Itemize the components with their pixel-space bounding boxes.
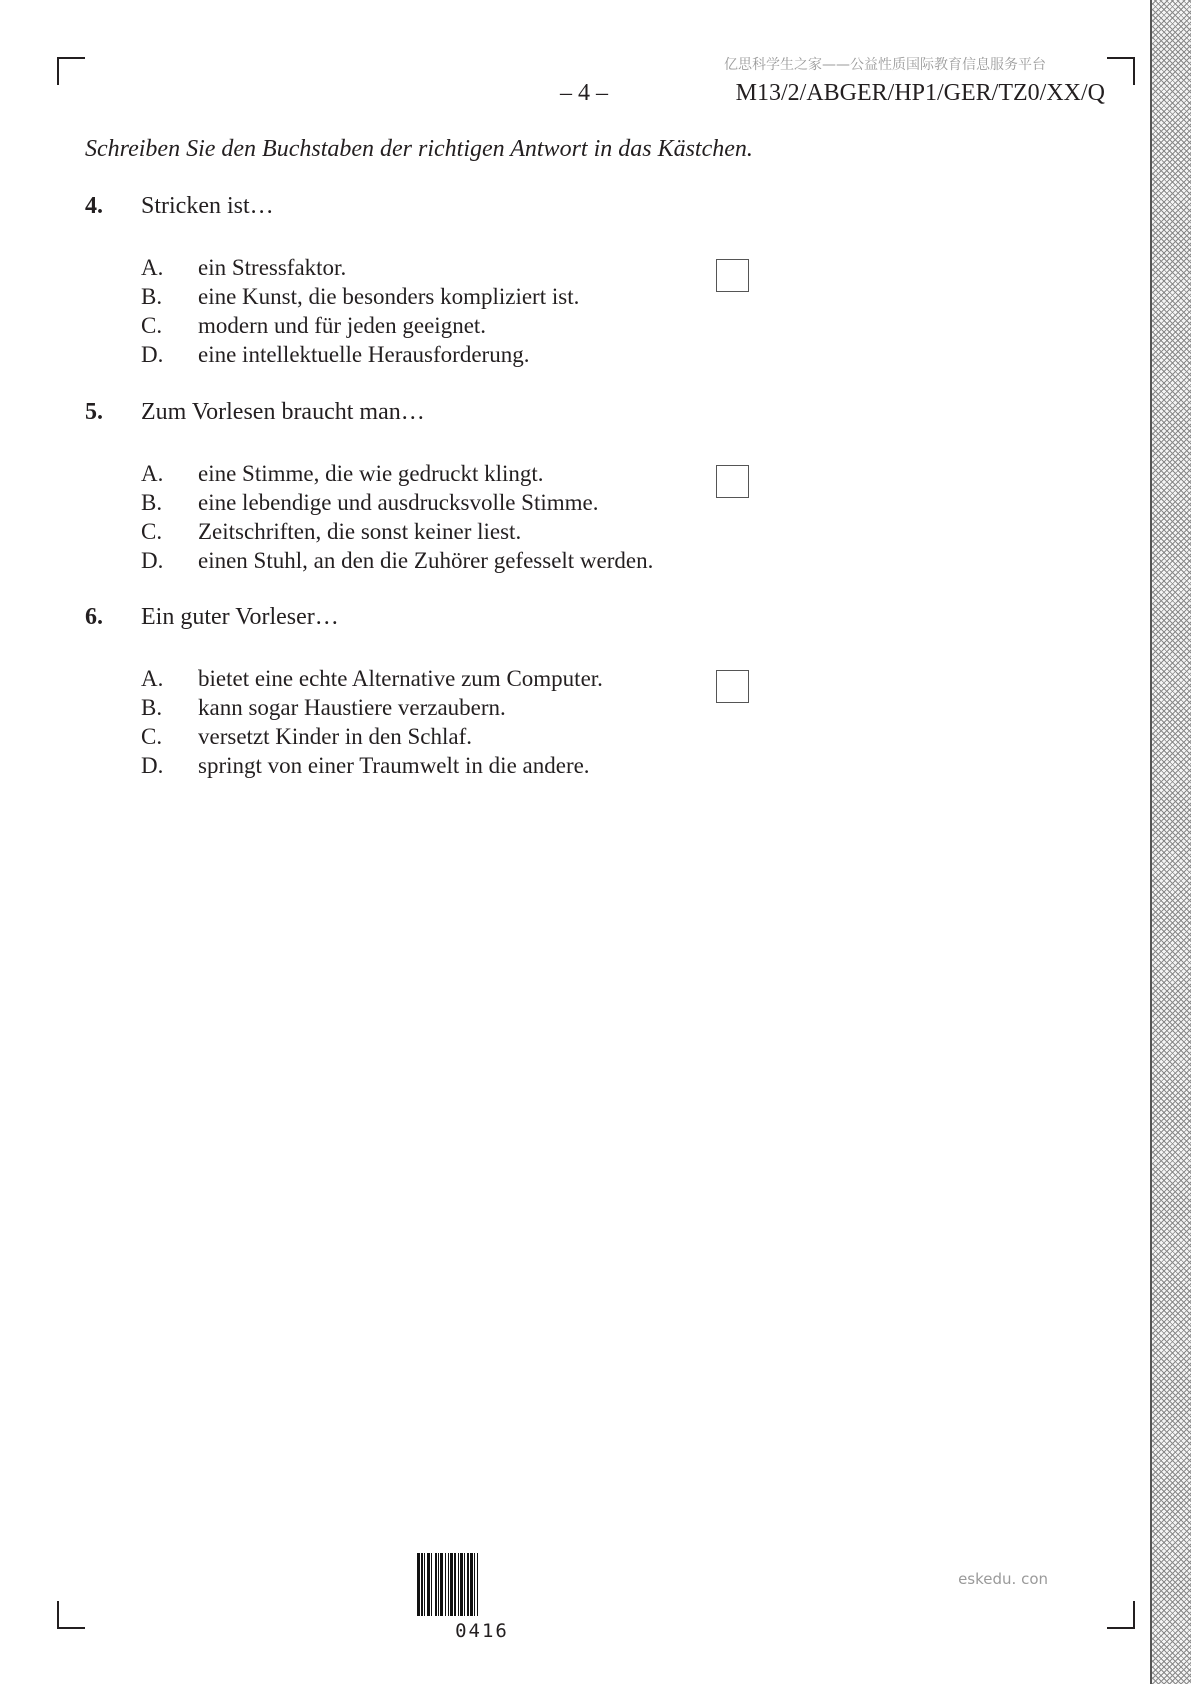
option-text: eine Kunst, die besonders kompliziert ist. bbox=[198, 284, 580, 309]
barcode bbox=[417, 1553, 547, 1642]
option-a bbox=[141, 253, 781, 282]
option-d bbox=[141, 751, 781, 780]
option-text: modern und für jeden geeignet. bbox=[198, 313, 487, 338]
option-a bbox=[141, 664, 781, 693]
footer-watermark: eskedu. con bbox=[958, 1570, 1048, 1588]
option-text: eine Stimme, die wie gedruckt klingt. bbox=[198, 461, 544, 486]
option-a bbox=[141, 459, 781, 488]
question-4 bbox=[85, 193, 785, 367]
barcode-bar bbox=[417, 1553, 420, 1616]
option-letter: D. bbox=[141, 753, 164, 778]
option-letter: A. bbox=[141, 255, 164, 280]
option-letter: C. bbox=[141, 313, 163, 338]
instruction-text: Schreiben Sie den Buchstaben der richtigen Antwort in das Kästchen. bbox=[85, 136, 753, 162]
question-stem: Ein guter Vorleser… bbox=[141, 604, 339, 630]
question-stem: Stricken ist… bbox=[141, 193, 274, 219]
option-letter: B. bbox=[141, 695, 163, 720]
crop-mark-top-left bbox=[57, 57, 85, 85]
question-stem: Zum Vorlesen braucht man… bbox=[141, 399, 425, 425]
option-d bbox=[141, 340, 781, 369]
barcode-bar bbox=[448, 1553, 449, 1616]
barcode-bar bbox=[427, 1553, 430, 1616]
option-list bbox=[141, 459, 781, 575]
option-text: eine intellektuelle Herausforderung. bbox=[198, 342, 530, 367]
barcode-bar bbox=[438, 1553, 439, 1616]
option-text: eine lebendige und ausdrucksvolle Stimme. bbox=[198, 490, 599, 515]
barcode-bar bbox=[424, 1553, 425, 1616]
option-d bbox=[141, 546, 781, 575]
option-text: versetzt Kinder in den Schlaf. bbox=[198, 724, 472, 749]
option-b bbox=[141, 282, 781, 311]
barcode-bar bbox=[474, 1553, 475, 1616]
option-letter: B. bbox=[141, 284, 163, 309]
question-number: 6. bbox=[85, 604, 103, 630]
option-text: springt von einer Traumwelt in die andere. bbox=[198, 753, 590, 778]
crop-mark-bottom-left bbox=[57, 1601, 85, 1629]
option-b bbox=[141, 488, 781, 517]
option-letter: D. bbox=[141, 342, 164, 367]
answer-box[interactable] bbox=[716, 670, 749, 703]
barcode-bar bbox=[445, 1553, 446, 1616]
option-c bbox=[141, 517, 781, 546]
option-text: bietet eine echte Alternative zum Computer. bbox=[198, 666, 603, 691]
question-number: 5. bbox=[85, 399, 103, 425]
right-margin-strip bbox=[1150, 0, 1191, 1684]
paper-code: M13/2/ABGER/HP1/GER/TZ0/XX/Q bbox=[735, 80, 1105, 106]
barcode-bar bbox=[421, 1553, 423, 1616]
option-letter: C. bbox=[141, 519, 163, 544]
question-6 bbox=[85, 604, 785, 778]
barcode-bar bbox=[431, 1553, 432, 1616]
barcode-bar bbox=[454, 1553, 456, 1616]
crop-mark-top-right bbox=[1107, 57, 1135, 85]
option-text: einen Stuhl, an den die Zuhörer gefesselt werden. bbox=[198, 548, 654, 573]
barcode-bar bbox=[450, 1553, 453, 1616]
page-number: – 4 – bbox=[560, 80, 608, 106]
question-5 bbox=[85, 399, 785, 573]
barcode-bar bbox=[435, 1553, 437, 1616]
option-letter: C. bbox=[141, 724, 163, 749]
answer-box[interactable] bbox=[716, 465, 749, 498]
option-text: kann sogar Haustiere verzaubern. bbox=[198, 695, 506, 720]
option-c bbox=[141, 311, 781, 340]
crop-mark-bottom-right bbox=[1107, 1601, 1135, 1629]
option-c bbox=[141, 722, 781, 751]
option-letter: A. bbox=[141, 461, 164, 486]
barcode-bar bbox=[470, 1553, 473, 1616]
option-b bbox=[141, 693, 781, 722]
barcode-bar bbox=[477, 1553, 478, 1616]
barcode-bar bbox=[467, 1553, 469, 1616]
barcode-number: 0416 bbox=[455, 1620, 509, 1642]
header-watermark: 亿思科学生之家——公益性质国际教育信息服务平台 bbox=[724, 57, 1046, 73]
barcode-bars bbox=[417, 1553, 547, 1616]
option-text: ein Stressfaktor. bbox=[198, 255, 347, 280]
question-number: 4. bbox=[85, 193, 103, 219]
barcode-bar bbox=[440, 1553, 443, 1616]
barcode-bar bbox=[460, 1553, 463, 1616]
barcode-bar bbox=[464, 1553, 465, 1616]
option-text: Zeitschriften, die sonst keiner liest. bbox=[198, 519, 522, 544]
option-list bbox=[141, 253, 781, 369]
option-letter: D. bbox=[141, 548, 164, 573]
option-letter: B. bbox=[141, 490, 163, 515]
answer-box[interactable] bbox=[716, 259, 749, 292]
option-list bbox=[141, 664, 781, 780]
barcode-bar bbox=[458, 1553, 459, 1616]
option-letter: A. bbox=[141, 666, 164, 691]
